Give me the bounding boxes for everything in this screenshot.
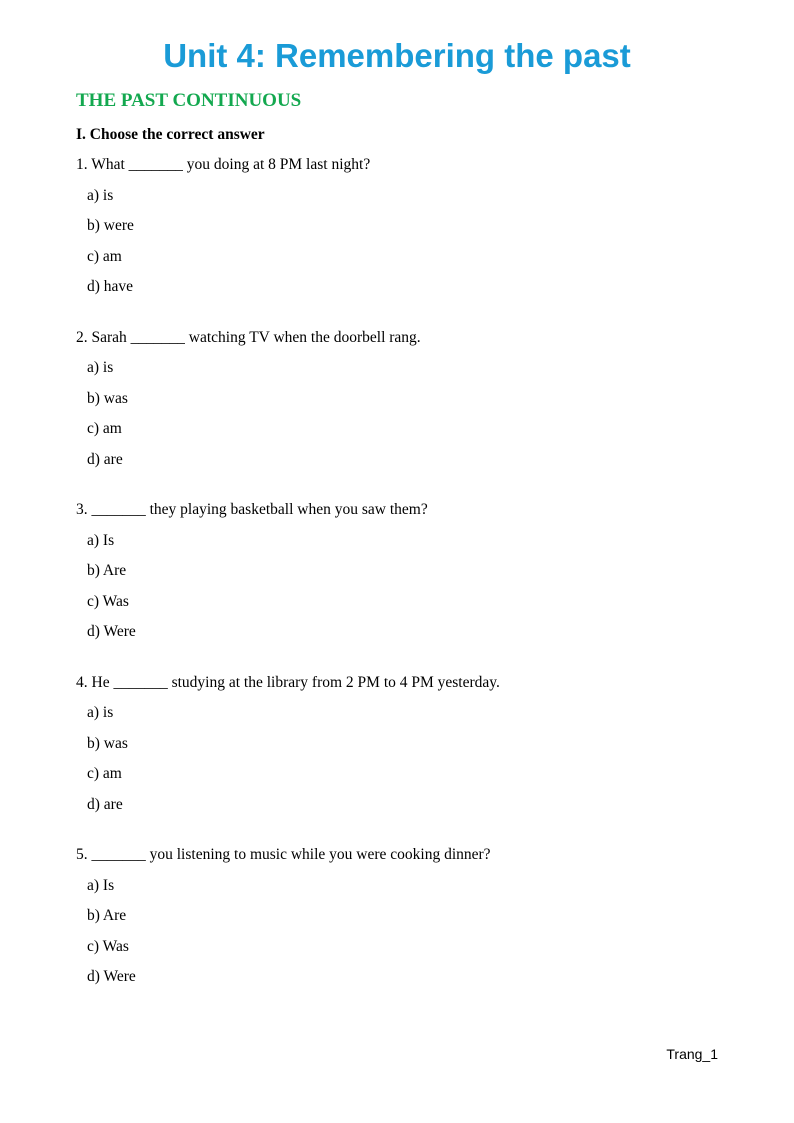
question-text: 4. He _______ studying at the library from 2 PM to 4 PM yesterday.	[76, 673, 500, 691]
option-c: c) am	[87, 765, 122, 782]
question-4	[76, 673, 726, 815]
exercise-heading: I. Choose the correct answer	[76, 126, 265, 143]
option-a: a) Is	[87, 531, 115, 549]
option-d: d) are	[87, 450, 123, 468]
question-text: 1. What _______ you doing at 8 PM last night?	[76, 156, 371, 173]
option-a: a) is	[87, 704, 114, 721]
option-d: d) Were	[87, 968, 136, 985]
option-d: d) have	[87, 278, 134, 295]
option-b: b) was	[87, 389, 128, 407]
option-c: c) Was	[87, 592, 129, 610]
option-a: a) is	[87, 359, 114, 376]
option-b: b) Are	[87, 907, 127, 924]
option-b: b) was	[87, 734, 128, 752]
page-title: Unit 4: Remembering the past	[163, 37, 631, 74]
question-text: 5. _______ you listening to music while you were cooking dinner?	[76, 846, 491, 863]
question-2	[76, 328, 726, 470]
section-heading: THE PAST CONTINUOUS	[76, 90, 302, 111]
option-a: a) is	[87, 186, 114, 204]
option-a: a) Is	[87, 876, 115, 894]
option-c: c) Was	[87, 937, 129, 955]
option-c: c) am	[87, 247, 122, 265]
question-5	[76, 845, 726, 987]
option-b: b) were	[87, 217, 134, 234]
question-list	[76, 155, 726, 1018]
question-1	[76, 155, 726, 297]
option-d: d) are	[87, 795, 123, 813]
question-3	[76, 500, 726, 642]
question-text: 2. Sarah _______ watching TV when the doorbell rang.	[76, 328, 421, 346]
question-text: 3. _______ they playing basketball when you saw them?	[76, 501, 428, 518]
page-number: Trang_1	[666, 1046, 718, 1062]
option-c: c) am	[87, 420, 122, 437]
option-b: b) Are	[87, 562, 127, 579]
option-d: d) Were	[87, 623, 136, 640]
